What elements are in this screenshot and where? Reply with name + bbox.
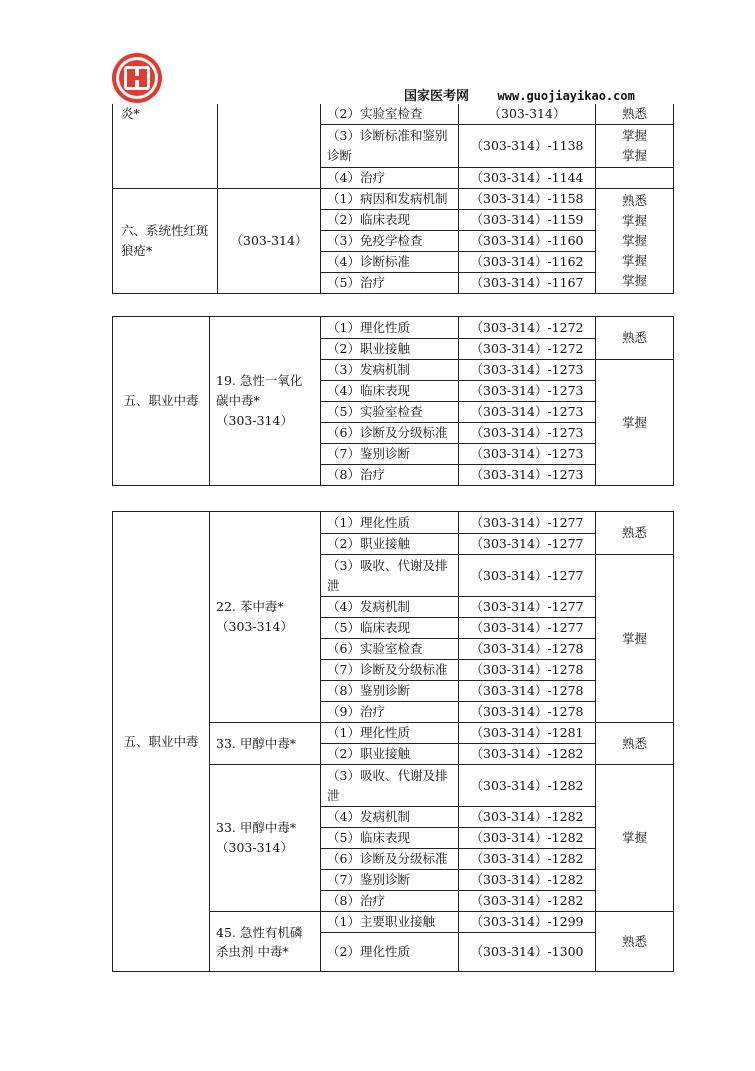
item-cell: （3）吸收、代谢及排泄: [321, 765, 459, 807]
topic-code-cell: （303-314）: [218, 189, 321, 294]
code-cell: （303-314）-1278: [459, 660, 596, 681]
topic-cell: 22. 苯中毒* （303-314）: [210, 512, 321, 723]
code-cell: （303-314）-1278: [459, 639, 596, 660]
item-cell: （1）病因和发病机制: [321, 189, 459, 210]
topic-cell: 33. 甲醇中毒*: [210, 723, 321, 765]
item-cell: （1）理化性质: [321, 512, 459, 534]
item-cell: （5）临床表现: [321, 828, 459, 849]
table-row: [113, 189, 674, 210]
code-cell: （303-314）-1277: [459, 512, 596, 534]
item-cell: （6）诊断及分级标准: [321, 849, 459, 870]
item-cell: （8）治疗: [321, 891, 459, 912]
unit-cell: 五、职业中毒: [113, 512, 210, 972]
code-cell: （303-314）-1273: [459, 444, 596, 465]
level-cell: 掌握: [596, 765, 674, 912]
level-cell: 熟悉: [596, 317, 674, 360]
item-cell: （9）治疗: [321, 702, 459, 723]
code-cell: （303-314）-1273: [459, 360, 596, 381]
item-cell: （7）鉴别诊断: [321, 444, 459, 465]
table-sle: [112, 104, 674, 294]
code-cell: （303-314）-1277: [459, 597, 596, 618]
item-cell: （2）理化性质: [321, 933, 459, 972]
item-cell: （6）实验室检查: [321, 639, 459, 660]
disease-cell: 六、系统性红斑狼疮*: [113, 189, 218, 294]
code-cell: （303-314）-1281: [459, 723, 596, 744]
code-cell: （303-314）-1272: [459, 339, 596, 360]
item-cell: （2）实验室检查: [321, 104, 459, 125]
code-cell: （303-314）-1278: [459, 681, 596, 702]
site-url[interactable]: www.guojiayikao.com: [497, 89, 635, 103]
site-logo: [111, 52, 163, 104]
level-cell: 熟悉: [596, 723, 674, 765]
item-cell: （3）发病机制: [321, 360, 459, 381]
item-cell: （2）职业接触: [321, 339, 459, 360]
item-cell: （8）治疗: [321, 465, 459, 486]
item-cell: （4）诊断标准: [321, 252, 459, 273]
code-cell: （303-314）-1277: [459, 534, 596, 555]
level-cell: 熟悉: [596, 912, 674, 972]
code-cell: （303-314）-1144: [459, 168, 596, 189]
item-cell: （7）鉴别诊断: [321, 870, 459, 891]
item-cell: （1）理化性质: [321, 317, 459, 339]
code-cell: （303-314）-1273: [459, 402, 596, 423]
level-cell: 熟悉: [596, 512, 674, 555]
table-row: [113, 512, 674, 534]
code-cell: （303-314）-1272: [459, 317, 596, 339]
code-cell: （303-314）-1299: [459, 912, 596, 933]
code-cell: （303-314）-1282: [459, 828, 596, 849]
code-cell: （303-314）-1282: [459, 891, 596, 912]
code-cell: （303-314）-1162: [459, 252, 596, 273]
item-cell: （4）治疗: [321, 168, 459, 189]
table-co-poisoning: [112, 316, 674, 486]
item-cell: （4）发病机制: [321, 807, 459, 828]
code-cell: （303-314）-1138: [459, 125, 596, 168]
code-cell: （303-314）-1158: [459, 189, 596, 210]
table-row: [113, 104, 674, 125]
item-cell: （3）吸收、代谢及排泄: [321, 555, 459, 597]
topic-cell: 19. 急性一氧化碳中毒* （303-314）: [210, 317, 321, 486]
code-cell: （303-314）-1273: [459, 465, 596, 486]
item-cell: （7）诊断及分级标准: [321, 660, 459, 681]
code-cell: （303-314）-1167: [459, 273, 596, 294]
level-cell: 掌握 掌握: [596, 125, 674, 168]
table-occupational-poisoning: [112, 511, 674, 972]
site-header: [404, 85, 635, 104]
item-cell: （3）免疫学检查: [321, 231, 459, 252]
code-cell: （303-314）-1273: [459, 381, 596, 402]
topic-cell: 33. 甲醇中毒* （303-314）: [210, 765, 321, 912]
level-cell: 熟悉 掌握 掌握 掌握 掌握: [596, 189, 674, 294]
disease-cell: 炎*: [113, 104, 218, 189]
code-cell: （303-314）: [459, 104, 596, 125]
item-cell: （4）发病机制: [321, 597, 459, 618]
item-cell: （5）实验室检查: [321, 402, 459, 423]
level-cell: 熟悉: [596, 104, 674, 125]
topic-cell: 45. 急性有机磷杀虫剂 中毒*: [210, 912, 321, 972]
code-cell: （303-314）-1282: [459, 870, 596, 891]
table-row: [113, 317, 674, 339]
code-cell: （303-314）-1160: [459, 231, 596, 252]
item-cell: （2）临床表现: [321, 210, 459, 231]
code-cell: （303-314）-1159: [459, 210, 596, 231]
code-cell: （303-314）-1282: [459, 765, 596, 807]
code-cell: （303-314）-1278: [459, 702, 596, 723]
code-cell: （303-314）-1273: [459, 423, 596, 444]
site-name: 国家医考网: [404, 89, 470, 104]
code-cell: （303-314）-1282: [459, 849, 596, 870]
item-cell: （1）理化性质: [321, 723, 459, 744]
level-cell: 掌握: [596, 555, 674, 723]
item-cell: （3）诊断标准和鉴别诊断: [321, 125, 459, 168]
code-cell: （303-314）-1282: [459, 744, 596, 765]
item-cell: （5）临床表现: [321, 618, 459, 639]
level-cell: 掌握: [596, 360, 674, 486]
code-cell: （303-314）-1277: [459, 555, 596, 597]
code-cell: （303-314）-1277: [459, 618, 596, 639]
unit-cell: 五、职业中毒: [113, 317, 210, 486]
item-cell: （6）诊断及分级标准: [321, 423, 459, 444]
item-cell: （2）职业接触: [321, 744, 459, 765]
item-cell: （5）治疗: [321, 273, 459, 294]
item-cell: （2）职业接触: [321, 534, 459, 555]
item-cell: （8）鉴别诊断: [321, 681, 459, 702]
code-cell: （303-314）-1282: [459, 807, 596, 828]
item-cell: （1）主要职业接触: [321, 912, 459, 933]
item-cell: （4）临床表现: [321, 381, 459, 402]
code-cell: （303-314）-1300: [459, 933, 596, 972]
